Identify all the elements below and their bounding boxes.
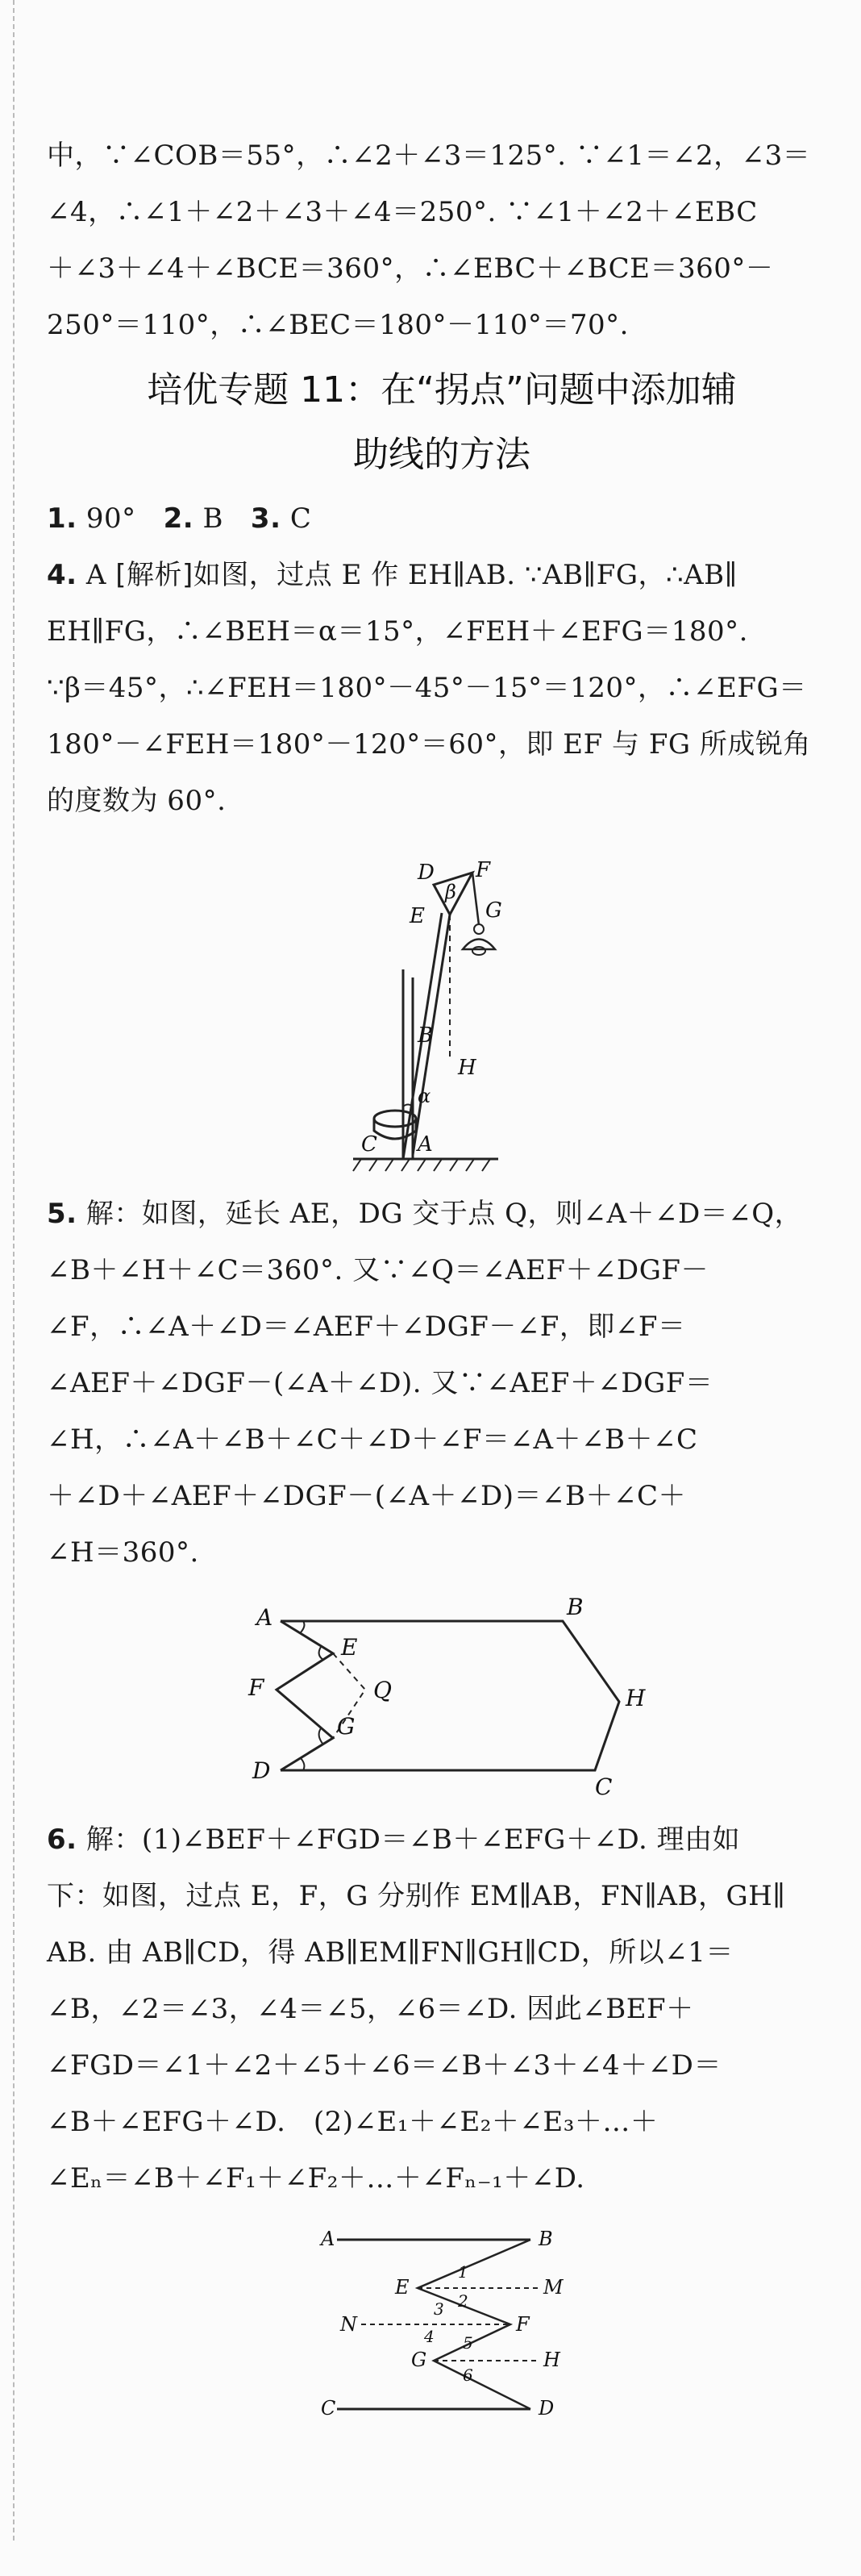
point-label: E [395,2276,410,2299]
point-label: F [476,858,491,882]
text-line [47,547,837,603]
point-label: E [410,904,425,928]
text-line: 180°－∠FEH＝180°－120°＝60°，即 EF 与 FG 所成锐角 [47,728,811,761]
text-line: 的度数为 60°. [47,785,227,817]
section-title [47,358,837,487]
point-label: E [341,1634,358,1661]
angle-label: α [418,1085,431,1107]
angle-number: 2 [458,2291,468,2311]
question-4 [47,547,837,1179]
title-line: 助线的方法 [353,434,530,475]
point-label: F [248,1674,264,1701]
question-5 [47,1186,837,1807]
text-line [47,1811,837,1868]
text-segment: 如图，过点 E 作 EH∥AB. ∵AB∥FG，∴AB∥ [193,559,738,591]
text-line: ＋∠3＋∠4＋∠BCE＝360°，∴∠EBC＋∠BCE＝360°－ [47,252,774,285]
angle-label: β [445,881,456,903]
point-label: Q [373,1677,392,1703]
answers-1-3 [47,490,837,547]
text-line [47,1186,837,1242]
point-label: A [256,1604,273,1631]
question-number: 3. [250,502,281,535]
text-line: ∠B＋∠EFG＋∠D. (2)∠E₁＋∠E₂＋∠E₃＋…＋ [47,2106,659,2138]
text-line: ＋∠D＋∠AEF＋∠DGF－(∠A＋∠D)＝∠B＋∠C＋ [47,1480,686,1512]
title-line: 培优专题 11：在“拐点”问题中添加辅 [147,369,737,411]
question-number: 6. [47,1824,77,1856]
question-6 [47,1811,837,2421]
answer-page [13,0,853,2541]
angle-number: 5 [463,2333,473,2353]
text-line: ∵β＝45°，∴∠FEH＝180°－45°－15°＝120°，∴∠EFG＝ [47,672,807,704]
point-label: C [361,1132,377,1157]
point-label: H [626,1685,646,1711]
point-label: C [595,1774,613,1800]
point-label: F [516,2313,530,2336]
text-line: 250°＝110°，∴∠BEC＝180°－110°＝70°. [47,309,629,341]
point-label: N [340,2313,357,2336]
point-label: H [543,2349,560,2371]
question-number: 5. [47,1198,77,1230]
point-label: B [567,1597,584,1620]
text-line: ∠H，∴∠A＋∠B＋∠C＋∠D＋∠F＝∠A＋∠B＋∠C [47,1423,698,1456]
text-line: 下：如图，过点 E，F，G 分别作 EM∥AB，FN∥AB，GH∥ [47,1880,786,1912]
question-number: 1. [47,502,77,535]
text-line: ∠B＋∠H＋∠C＝360°. 又∵∠Q＝∠AEF＋∠DGF－ [47,1254,709,1286]
point-label: B [418,1023,434,1048]
text-line: ∠Eₙ＝∠B＋∠F₁＋∠F₂＋…＋∠Fₙ₋₁＋∠D. [47,2162,585,2195]
text-line: ∠4，∴∠1＋∠2＋∠3＋∠4＝250°. ∵∠1＋∠2＋∠EBC [47,196,758,228]
text-line: ∠FGD＝∠1＋∠2＋∠5＋∠6＝∠B＋∠3＋∠4＋∠D＝ [47,2049,722,2082]
point-label: B [539,2228,553,2250]
point-label: H [458,1056,476,1080]
angle-number: 1 [458,2262,468,2282]
lamp-figure [337,840,547,1179]
answer-value: C [289,502,312,535]
point-label: A [321,2228,335,2250]
parallel-lines-figure [305,2228,579,2421]
text-line: EH∥FG，∴∠BEH＝α＝15°，∠FEH＋∠EFG＝180°. [47,615,748,648]
point-label: D [418,861,435,885]
polygon-figure [216,1597,668,1807]
point-label: D [539,2397,555,2420]
question-number: 4. [47,559,77,591]
page-content [47,0,837,2421]
point-label: G [337,1713,356,1740]
text-line: ∠H＝360°. [47,1536,199,1569]
question-number: 2. [163,502,194,535]
angle-number: 3 [434,2299,444,2319]
text-line: ∠B，∠2＝∠3，∠4＝∠5，∠6＝∠D. 因此∠BEF＋ [47,1993,694,2025]
text-line: AB. 由 AB∥CD，得 AB∥EM∥FN∥GH∥CD，所以∠1＝ [47,1936,734,1969]
point-label: M [543,2276,564,2299]
text-line: 中，∵∠COB＝55°，∴∠2＋∠3＝125°. ∵∠1＝∠2，∠3＝ [47,140,811,172]
point-label: G [411,2349,427,2371]
answer-value: 90° [85,502,136,535]
text-segment: 解：如图，延长 AE，DG 交于点 Q，则∠A＋∠D＝∠Q， [85,1198,803,1230]
text-segment: 解：(1)∠BEF＋∠FGD＝∠B＋∠EFG＋∠D. 理由如 [85,1824,741,1856]
analysis-tag: [解析] [115,559,193,591]
text-line: ∠AEF＋∠DGF－(∠A＋∠D). 又∵∠AEF＋∠DGF＝ [47,1367,713,1399]
angle-number: 4 [424,2327,435,2346]
angle-number: 6 [463,2366,473,2385]
point-label: G [485,898,502,923]
point-label: D [252,1757,271,1784]
intro-paragraph [47,127,837,353]
answer-value: B [202,502,223,535]
point-label: A [418,1132,433,1157]
point-label: C [321,2397,336,2420]
answer-value: A [85,559,106,591]
text-line: ∠F，∴∠A＋∠D＝∠AEF＋∠DGF－∠F，即∠F＝ [47,1311,686,1343]
